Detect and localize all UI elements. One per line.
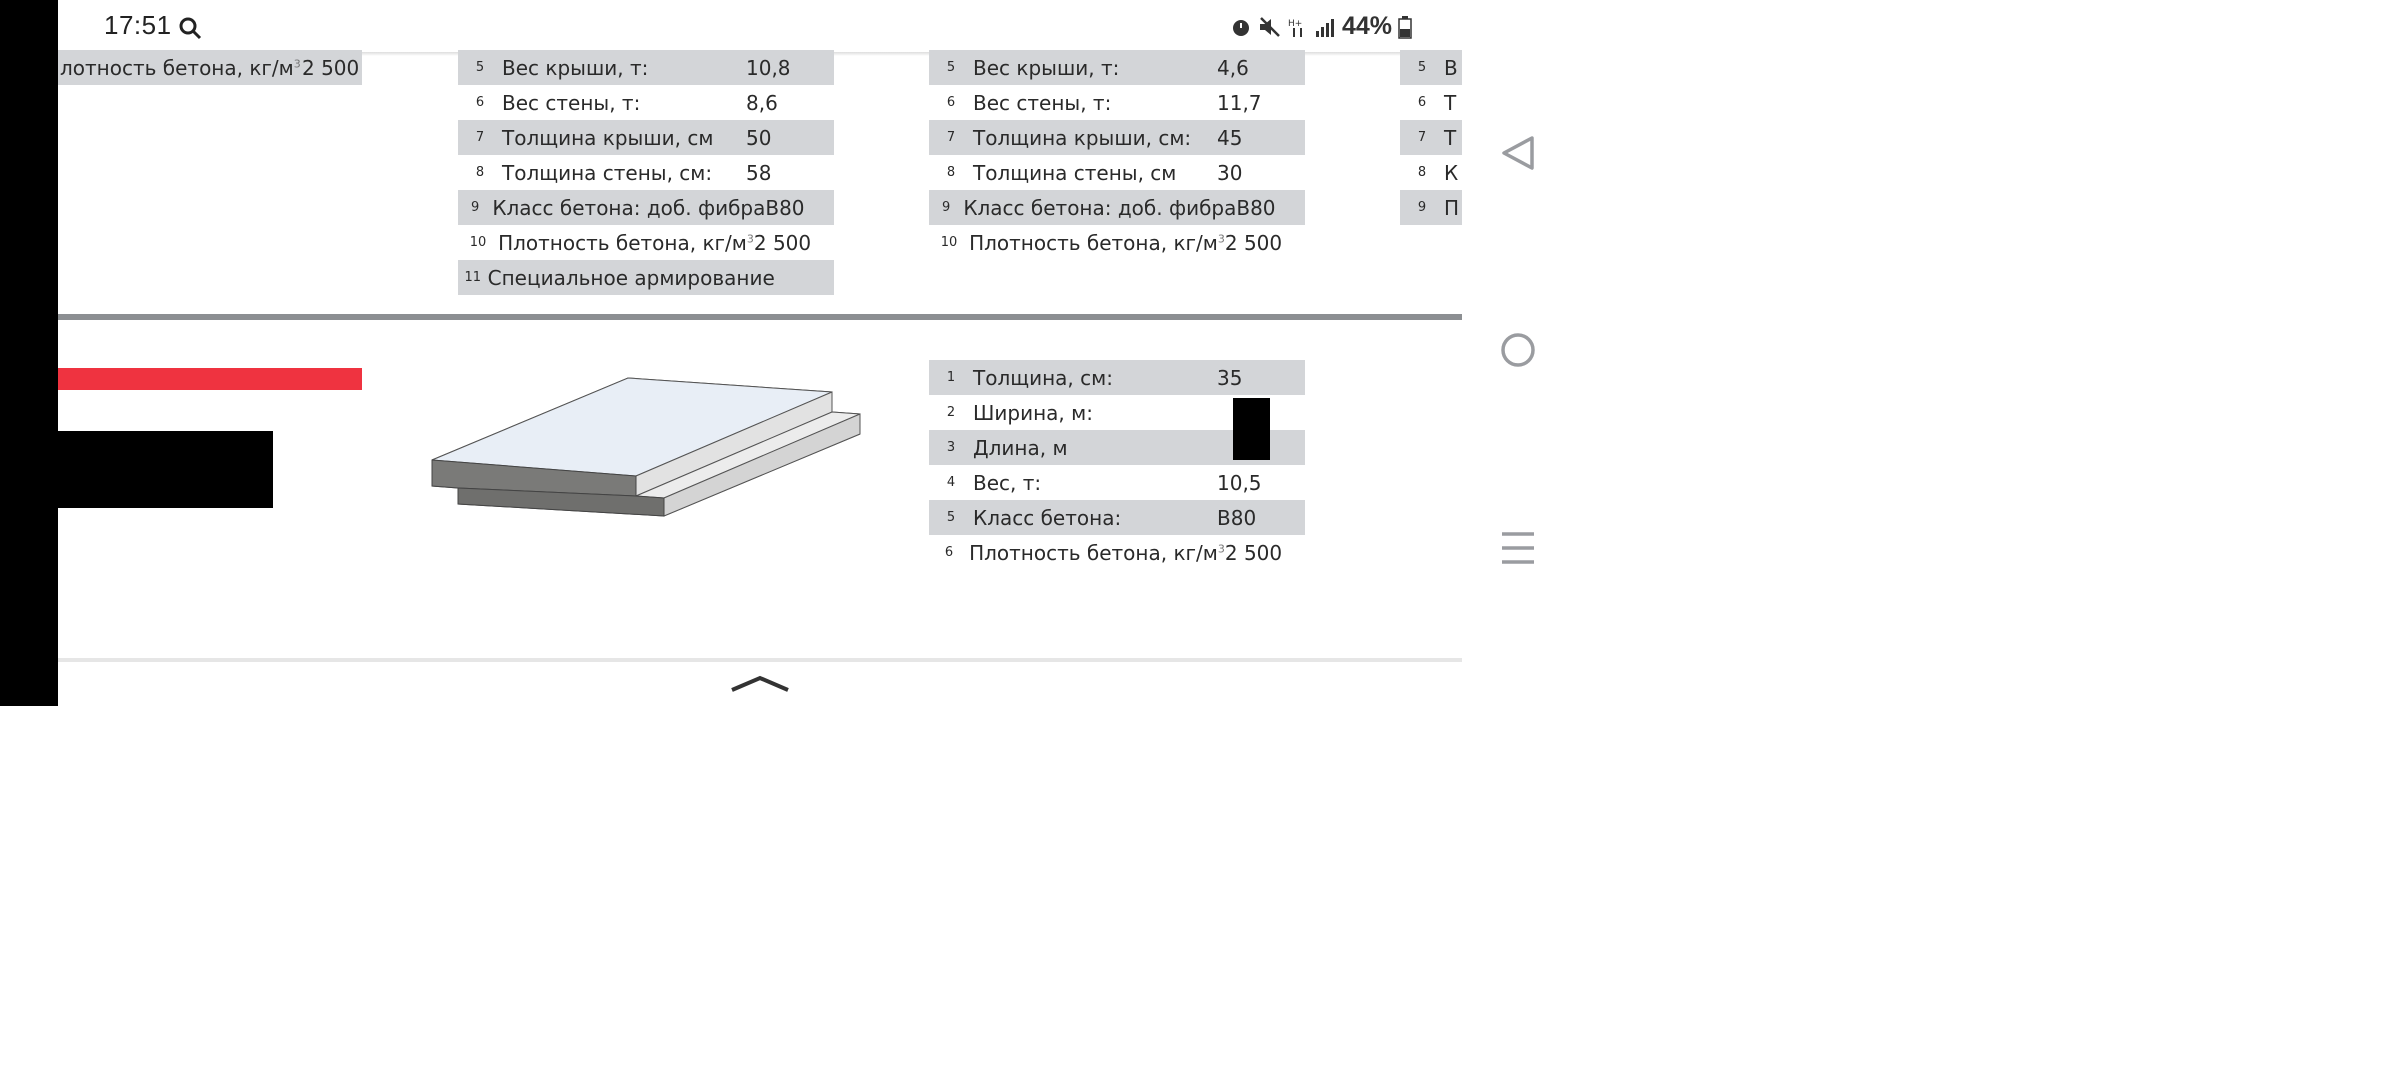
row-value: 2 500 bbox=[753, 230, 812, 255]
row-number: 5 bbox=[946, 60, 956, 75]
row-number: 5 bbox=[946, 510, 956, 525]
table-row bbox=[458, 225, 834, 260]
partial-table-left bbox=[58, 50, 362, 85]
data-icon bbox=[1288, 16, 1308, 38]
slab-illustration bbox=[428, 372, 868, 522]
row-value: 2 500 bbox=[1224, 540, 1283, 565]
row-value: 10,8 bbox=[746, 55, 791, 80]
table-row bbox=[458, 155, 834, 190]
status-icons bbox=[1230, 12, 1412, 41]
row-label: Плотность бетона, $кг/м^3$ bbox=[498, 230, 754, 255]
chevron-up-icon[interactable] bbox=[730, 670, 790, 694]
row-value: 45 bbox=[1217, 125, 1243, 150]
battery-icon bbox=[1398, 15, 1412, 39]
row-number: 8 bbox=[475, 165, 485, 180]
spec-table-a bbox=[458, 50, 834, 295]
table-row bbox=[1400, 50, 1462, 85]
row-label: Длина, м bbox=[973, 435, 1068, 460]
left-edge-bar bbox=[0, 0, 58, 706]
row-number: 5 bbox=[1417, 60, 1427, 75]
row-number: 9 bbox=[1417, 200, 1427, 215]
row-label: Специальное армирование bbox=[487, 265, 775, 290]
row-number: 7 bbox=[475, 130, 485, 145]
row-label: Вес крыши, т: bbox=[502, 55, 649, 80]
mute-icon bbox=[1258, 16, 1282, 38]
row-value: 30 bbox=[1217, 160, 1243, 185]
row-value: 50 bbox=[746, 125, 772, 150]
row-label: Вес, т: bbox=[973, 470, 1042, 495]
battery-percent: 44% bbox=[1342, 12, 1393, 40]
row-value: 10,5 bbox=[1217, 470, 1262, 495]
table-row bbox=[929, 50, 1305, 85]
table-row bbox=[929, 500, 1305, 535]
spec-table-b bbox=[929, 50, 1305, 260]
table-row bbox=[458, 85, 834, 120]
row-value: 35 bbox=[1217, 365, 1243, 390]
table-row bbox=[458, 260, 834, 295]
row-number: 6 bbox=[1417, 95, 1427, 110]
row-label: Вес крыши, т: bbox=[973, 55, 1120, 80]
row-label: Класс бетона: доб. фибра bbox=[492, 195, 766, 220]
row-number: 7 bbox=[946, 130, 956, 145]
table-row bbox=[929, 155, 1305, 190]
table-row bbox=[1400, 120, 1462, 155]
redacted-values bbox=[1233, 398, 1270, 460]
row-number: 1 bbox=[946, 370, 956, 385]
svg-text:H+: H+ bbox=[1288, 18, 1303, 29]
table-row bbox=[929, 465, 1305, 500]
row-number: 4 bbox=[946, 475, 956, 490]
row-number: 3 bbox=[946, 440, 956, 455]
recents-icon[interactable] bbox=[1500, 530, 1536, 566]
row-label: Плотность бетона, $кг/м^3$ bbox=[969, 230, 1225, 255]
spec-table-d bbox=[929, 360, 1305, 570]
table-row bbox=[458, 120, 834, 155]
row-number: 5 bbox=[475, 60, 485, 75]
table-row: лотность бетона, $кг/м^3$ 2 500 bbox=[58, 50, 362, 85]
row-label: Толщина крыши, см bbox=[502, 125, 714, 150]
row-number: 8 bbox=[1417, 165, 1427, 180]
home-icon[interactable] bbox=[1500, 332, 1536, 368]
row-label: Толщина крыши, см: bbox=[973, 125, 1192, 150]
row-value: 11,7 bbox=[1217, 90, 1262, 115]
table-row bbox=[929, 85, 1305, 120]
table-row bbox=[929, 120, 1305, 155]
spec-table-c-partial bbox=[1400, 50, 1462, 225]
status-time: 17:51 bbox=[104, 10, 172, 40]
table-row bbox=[458, 50, 834, 85]
row-value: В80 bbox=[765, 195, 805, 220]
table-row bbox=[929, 535, 1305, 570]
table-row bbox=[929, 190, 1305, 225]
row-label: Толщина, см: bbox=[973, 365, 1113, 390]
row-number: 6 bbox=[944, 545, 954, 560]
row-label: Толщина стены, см: bbox=[502, 160, 713, 185]
table-row bbox=[929, 360, 1305, 395]
row-label: К bbox=[1444, 160, 1459, 185]
row-number: 10 bbox=[940, 235, 958, 250]
row-label: Т bbox=[1444, 125, 1457, 150]
search-icon[interactable] bbox=[178, 16, 202, 40]
row-value: В80 bbox=[1217, 505, 1257, 530]
row-label: Класс бетона: доб. фибра bbox=[963, 195, 1237, 220]
signal-icon bbox=[1314, 16, 1336, 38]
row-label: Вес стены, т: bbox=[973, 90, 1112, 115]
row-number: 9 bbox=[471, 200, 480, 215]
row-label: Вес стены, т: bbox=[502, 90, 641, 115]
row-label: Ширина, м: bbox=[973, 400, 1093, 425]
back-icon[interactable] bbox=[1500, 134, 1536, 172]
row-label: П bbox=[1444, 195, 1460, 220]
page-bottom-edge bbox=[58, 658, 1462, 662]
row-label: Плотность бетона, $кг/м^3$ bbox=[969, 540, 1225, 565]
row-number: 7 bbox=[1417, 130, 1427, 145]
row-label: Класс бетона: bbox=[973, 505, 1122, 530]
table-row bbox=[458, 190, 834, 225]
row-value: 8,6 bbox=[746, 90, 778, 115]
row-number: 2 bbox=[946, 405, 956, 420]
section-divider bbox=[58, 314, 1462, 320]
alarm-icon bbox=[1230, 16, 1252, 38]
row-value: 58 bbox=[746, 160, 772, 185]
row-number: 8 bbox=[946, 165, 956, 180]
table-row bbox=[1400, 85, 1462, 120]
table-row bbox=[1400, 190, 1462, 225]
table-row bbox=[929, 225, 1305, 260]
row-number: 11 bbox=[464, 270, 482, 285]
row-value: 2 500 bbox=[1224, 230, 1283, 255]
row-label: Толщина стены, см bbox=[973, 160, 1177, 185]
row-number: 6 bbox=[475, 95, 485, 110]
row-label: В bbox=[1444, 55, 1458, 80]
row-number: 9 bbox=[942, 200, 951, 215]
red-accent-bar bbox=[58, 368, 362, 390]
row-label: Т bbox=[1444, 90, 1457, 115]
row-value: В80 bbox=[1236, 195, 1276, 220]
row-value: 4,6 bbox=[1217, 55, 1249, 80]
redacted-block bbox=[58, 431, 273, 508]
row-number: 6 bbox=[946, 95, 956, 110]
table-row bbox=[1400, 155, 1462, 190]
row-number: 10 bbox=[469, 235, 487, 250]
